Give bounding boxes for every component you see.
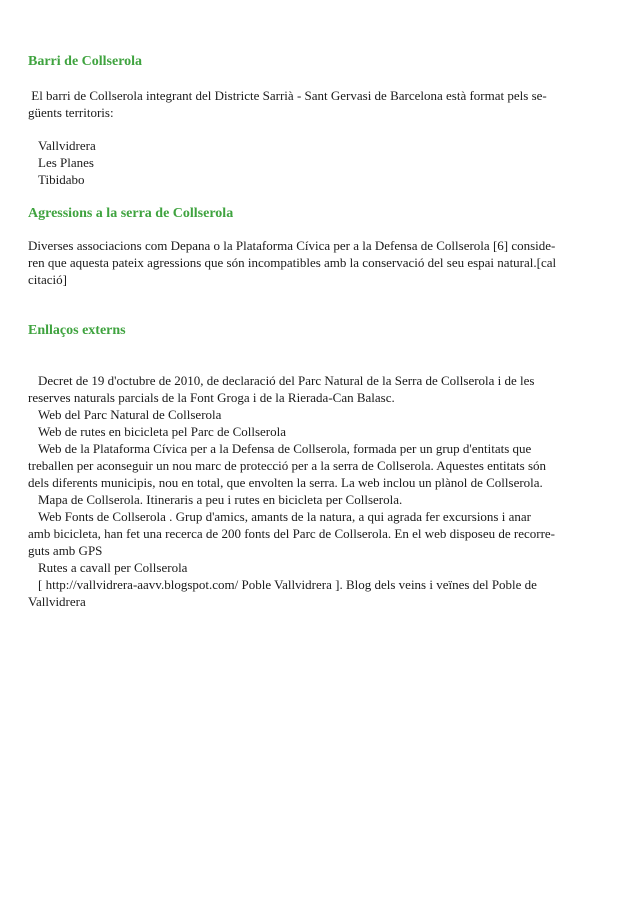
link-line[interactable]: Decret de 19 d'octubre de 2010, de declaració del Parc Natural de la Serra de Collserola i de les [38,373,535,388]
text-line: ren que aquesta pateix agressions que són incompatibles amb la conservació del seu espai natural.[cal [28,255,557,270]
link-line[interactable]: Mapa de Collserola. Itineraris a peu i rutes en bicicleta per Collserola. [38,492,403,507]
text-line: citació] [28,272,67,287]
link-line-continuation: dels diferents municipis, nou en total, que envolten la serra. La web inclou un plànol de Collserola. [28,475,543,490]
link-line[interactable]: Web Fonts de Collserola . Grup d'amics, amants de la natura, a qui agrada fer excursions i anar [38,509,531,524]
link-line[interactable]: [ http://vallvidrera-aavv.blogspot.com/ Poble Vallvidrera ]. Blog dels veins i veïnes del Poble de [38,577,537,592]
text-line: güents territoris: [28,105,114,120]
agressions-paragraph [28,237,556,288]
link-line-continuation: guts amb GPS [28,543,103,558]
section-title-barri: Barri de Collserola [28,54,143,69]
list-item: Tibidabo [38,172,85,187]
link-line[interactable]: Rutes a cavall per Collserola [38,560,188,575]
link-line-continuation[interactable]: reserves naturals parcials de la Font Groga i de la Rierada-Can Balasc. [28,390,395,405]
link-line[interactable]: Web de la Plataforma Cívica per a la Defensa de Collserola, formada per un grup d'entitats que [38,441,532,456]
external-links-list [28,372,555,610]
list-item: Les Planes [38,155,94,170]
link-line[interactable]: Web del Parc Natural de Collserola [38,407,222,422]
link-line[interactable]: Web de rutes en bicicleta pel Parc de Collserola [38,424,287,439]
section-title-agressions: Agressions a la serra de Collserola [28,206,234,221]
list-item: Vallvidrera [38,138,96,153]
text-line: Diverses associacions com Depana o la Plataforma Cívica per a la Defensa de Collserola [6] conside- [28,238,556,253]
text-line: El barri de Collserola integrant del Districte Sarrià - Sant Gervasi de Barcelona està format pels se- [28,88,547,103]
link-line-continuation: Vallvidrera [28,594,86,609]
territoris-list [28,137,96,188]
link-line-continuation: amb bicicleta, han fet una recerca de 200 fonts del Parc de Collserola. En el web disposeu de recorre- [28,526,556,541]
section-title-enllacos: Enllaços externs [28,323,126,338]
link-line-continuation: treballen per aconseguir un nou marc de protecció per a la serra de Collserola. Aquestes entitats són [28,458,547,473]
barri-intro-paragraph [28,87,547,121]
